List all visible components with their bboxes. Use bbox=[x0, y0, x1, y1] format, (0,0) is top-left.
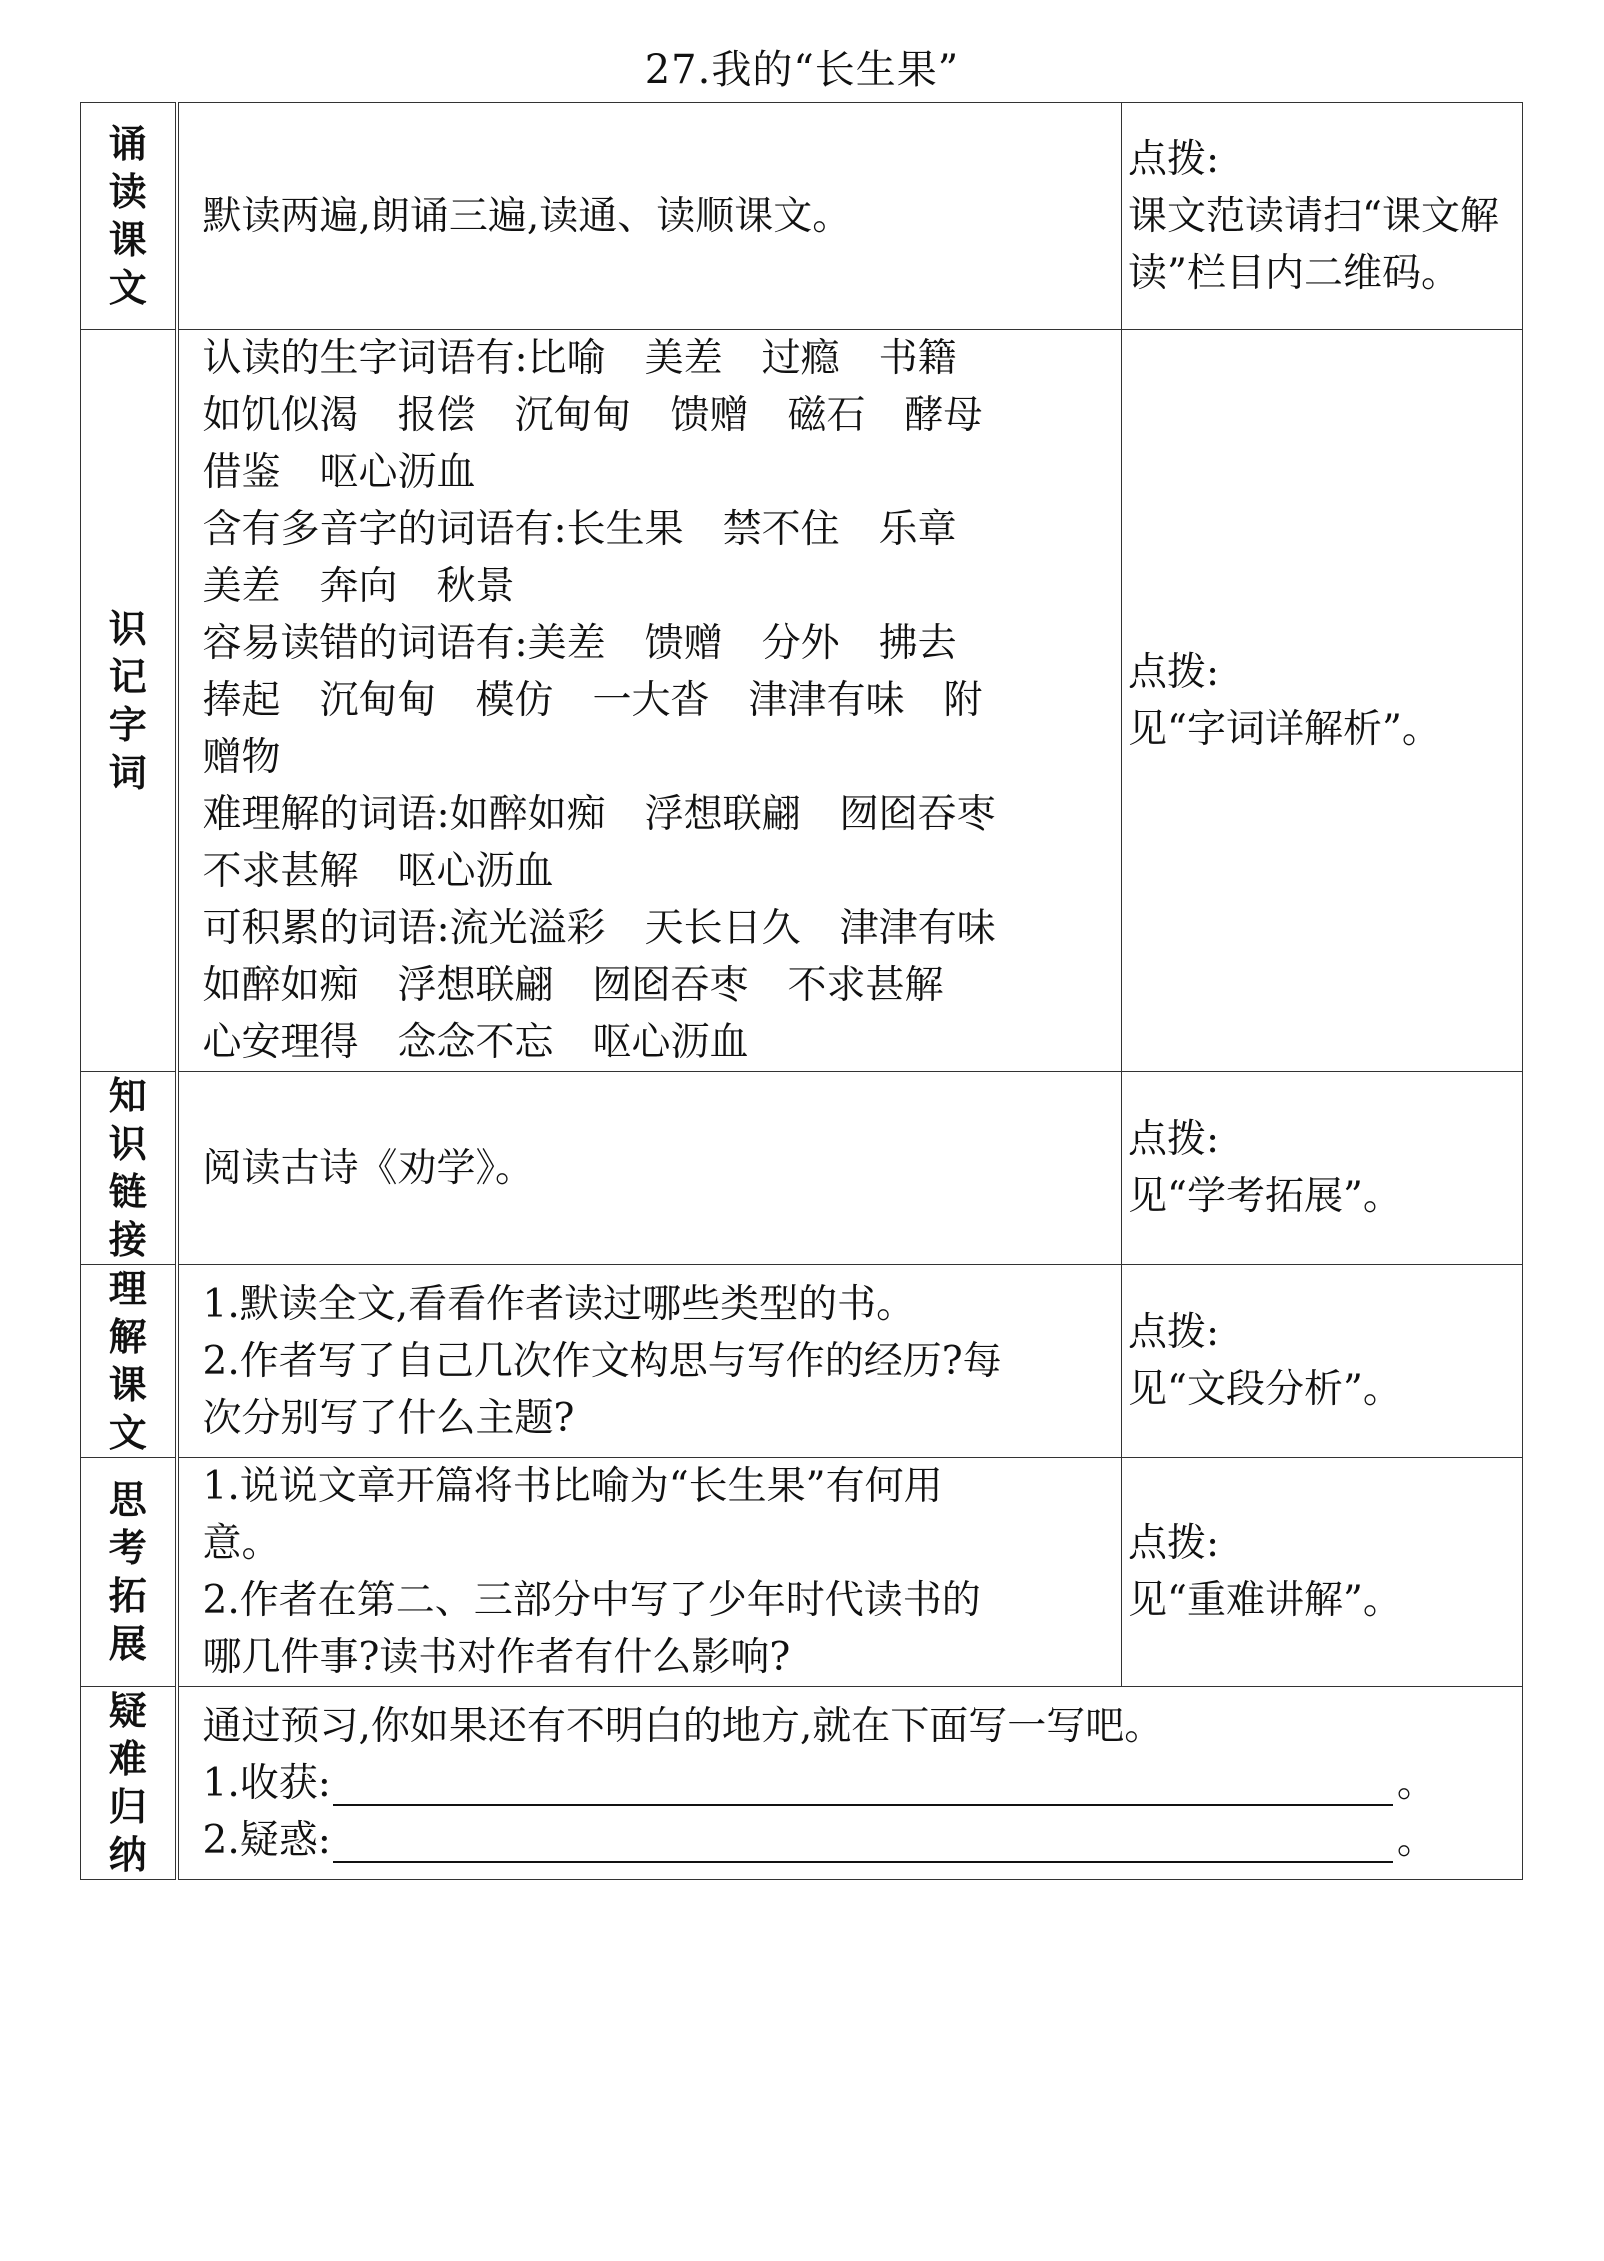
section-heading: 疑难归纳 bbox=[108, 1689, 147, 1877]
doubt-row bbox=[203, 1812, 1501, 1869]
section-heading-cell bbox=[81, 330, 177, 1072]
hint-label: 点拨: bbox=[1128, 649, 1220, 695]
section-heading: 思考拓展 bbox=[108, 1478, 147, 1666]
hint-text: 见“重难讲解”。 bbox=[1128, 1578, 1402, 1623]
summary-content-cell bbox=[177, 1687, 1523, 1880]
section-heading-cell bbox=[81, 103, 177, 330]
section-content-cell bbox=[177, 1072, 1122, 1265]
section-heading: 识记字词 bbox=[108, 606, 147, 795]
section-heading: 理解课文 bbox=[108, 1267, 147, 1455]
content-line: 次分别写了什么主题? bbox=[202, 1395, 575, 1441]
hint-label: 点拨: bbox=[1128, 1521, 1220, 1566]
content-line: 2.作者写了自己几次作文构思与写作的经历?每 bbox=[202, 1338, 1002, 1384]
content-line: 如醉如痴 浮想联翩 囫囵吞枣 不求甚解 bbox=[202, 963, 944, 1008]
section-heading-cell bbox=[81, 1687, 177, 1880]
hint-text: 见“学考拓展”。 bbox=[1128, 1174, 1402, 1219]
hint-label: 点拨: bbox=[1128, 136, 1220, 182]
gain-row bbox=[203, 1755, 1501, 1812]
hint-cell bbox=[1122, 330, 1523, 1072]
content-line: 默读两遍,朗诵三遍,读通、读顺课文。 bbox=[202, 193, 852, 239]
preview-table bbox=[80, 102, 1523, 1880]
hint-cell bbox=[1122, 1265, 1523, 1458]
content-line: 2.作者在第二、三部分中写了少年时代读书的 bbox=[202, 1578, 981, 1623]
section-heading: 知识链接 bbox=[108, 1074, 147, 1262]
doubt-label: 2.疑惑: bbox=[202, 1817, 331, 1863]
content-line: 心安理得 念念不忘 呕心沥血 bbox=[202, 1020, 749, 1065]
section-heading-cell bbox=[81, 1458, 177, 1687]
section-content-cell bbox=[177, 330, 1122, 1072]
hint-text: 见“文段分析”。 bbox=[1128, 1367, 1402, 1412]
row-recite bbox=[81, 103, 1523, 330]
content-line: 哪几件事?读书对作者有什么影响? bbox=[202, 1635, 791, 1680]
hint-cell bbox=[1122, 1458, 1523, 1687]
content-line: 借鉴 呕心沥血 bbox=[202, 450, 476, 495]
content-line: 1.说说文章开篇将书比喻为“长生果”有何用 bbox=[202, 1464, 943, 1509]
content-line: 认读的生字词语有:比喻 美差 过瘾 书籍 bbox=[202, 336, 957, 381]
content-line: 美差 奔向 秋景 bbox=[202, 564, 515, 609]
hint-cell bbox=[1122, 1072, 1523, 1265]
hint-text: 课文范读请扫“课文解读”栏目内二维码。 bbox=[1128, 193, 1499, 296]
hint-label: 点拨: bbox=[1128, 1310, 1220, 1355]
row-understand bbox=[81, 1265, 1523, 1458]
content-line: 不求甚解 呕心沥血 bbox=[202, 849, 554, 894]
page-title: 27.我的“长生果” bbox=[644, 47, 960, 93]
content-line: 捧起 沉甸甸 模仿 一大沓 津津有味 附 bbox=[202, 678, 983, 723]
end-mark: 。 bbox=[1396, 1760, 1436, 1806]
section-heading-cell bbox=[81, 1072, 177, 1265]
section-heading: 诵读课文 bbox=[108, 122, 147, 310]
content-line: 意。 bbox=[202, 1521, 281, 1566]
row-vocabulary bbox=[81, 330, 1523, 1072]
section-content-cell bbox=[177, 1265, 1122, 1458]
section-content-cell bbox=[177, 1458, 1122, 1687]
content-line: 难理解的词语:如醉如痴 浮想联翩 囫囵吞枣 bbox=[202, 792, 996, 837]
section-heading-cell bbox=[81, 1265, 177, 1458]
content-line: 容易读错的词语有:美差 馈赠 分外 拂去 bbox=[202, 621, 957, 666]
hint-cell bbox=[1122, 103, 1523, 330]
row-knowledge-link bbox=[81, 1072, 1523, 1265]
content-line: 1.默读全文,看看作者读过哪些类型的书。 bbox=[202, 1281, 916, 1327]
gain-label: 1.收获: bbox=[202, 1760, 331, 1806]
content-line: 如饥似渴 报偿 沉甸甸 馈赠 磁石 酵母 bbox=[202, 393, 983, 438]
end-mark: 。 bbox=[1396, 1817, 1436, 1863]
row-think-extend bbox=[81, 1458, 1523, 1687]
hint-text: 见“字词详解析”。 bbox=[1128, 706, 1441, 752]
content-line: 含有多音字的词语有:长生果 禁不住 乐章 bbox=[202, 507, 957, 552]
content-line: 可积累的词语:流光溢彩 天长日久 津津有味 bbox=[202, 906, 996, 951]
doubt-write-line[interactable] bbox=[333, 1817, 1393, 1863]
section-content-cell bbox=[177, 103, 1122, 330]
row-summary bbox=[81, 1687, 1523, 1880]
summary-intro: 通过预习,你如果还有不明白的地方,就在下面写一写吧。 bbox=[202, 1703, 1164, 1749]
hint-label: 点拨: bbox=[1128, 1117, 1220, 1162]
content-line: 阅读古诗《劝学》。 bbox=[202, 1145, 535, 1191]
content-line: 赠物 bbox=[202, 735, 281, 780]
gain-write-line[interactable] bbox=[333, 1760, 1393, 1806]
